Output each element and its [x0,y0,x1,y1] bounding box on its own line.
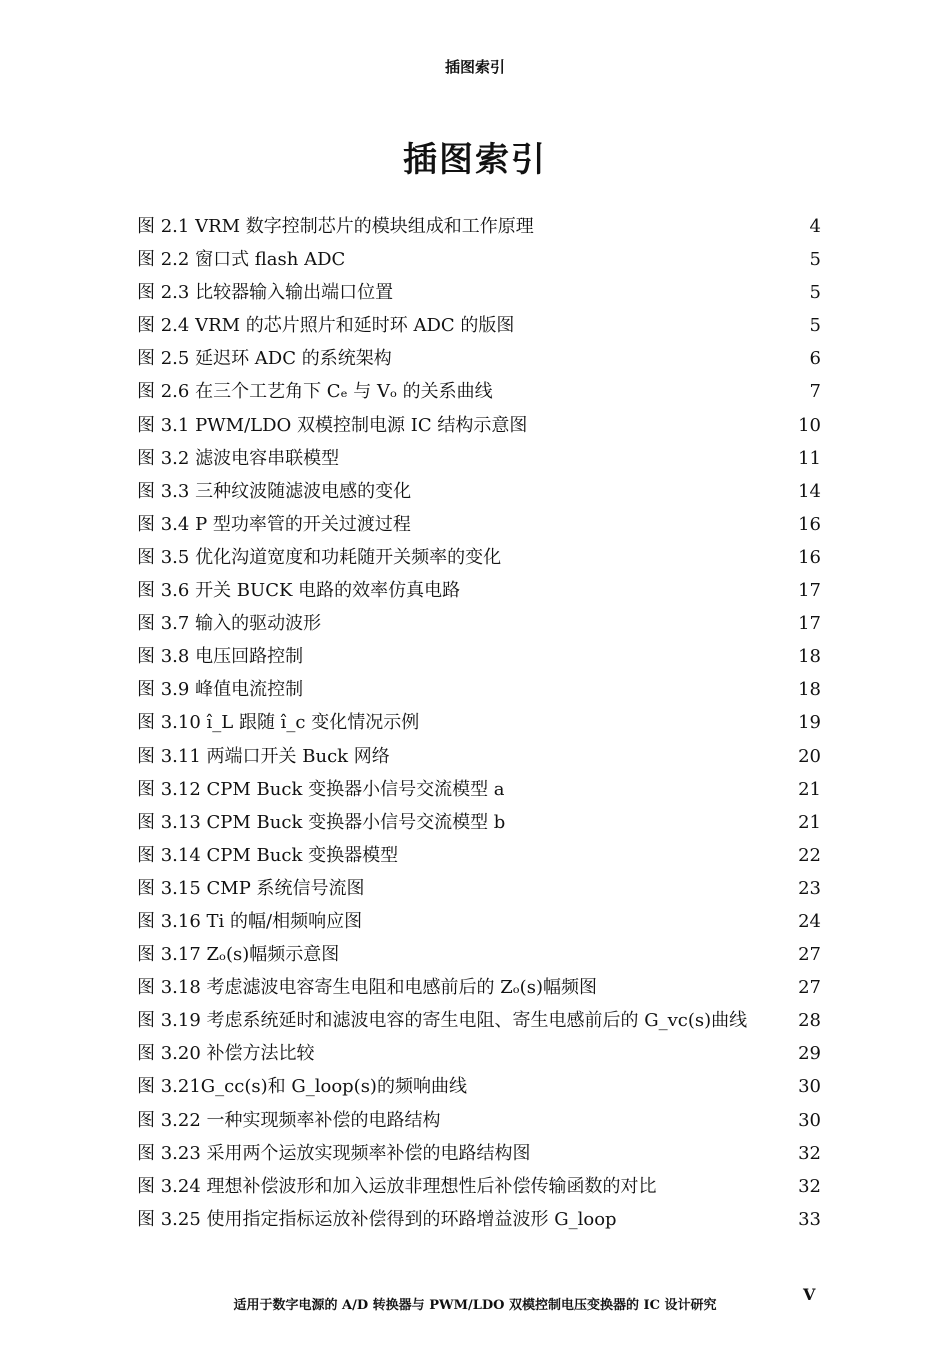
running-header: 插图索引 [444,58,505,76]
figure-entry-label: 图 3.14 CPM Buck 变换器模型 [137,844,399,866]
figure-entry-page: 19 [798,712,821,734]
figure-entry [137,905,821,938]
figure-entry-page: 30 [798,1109,821,1131]
figure-entry-label: 图 3.12 CPM Buck 变换器小信号交流模型 a [137,778,505,800]
page-number: V [803,1285,816,1304]
figure-entry-label: 图 3.23 采用两个运放实现频率补偿的电路结构图 [137,1142,531,1164]
figure-entry-label: 图 3.11 两端口开关 Buck 网络 [137,745,390,767]
figure-entry [137,243,821,276]
figure-entry-label: 图 3.9 峰值电流控制 [137,679,304,701]
figure-entry-label: 图 3.19 考虑系统延时和滤波电容的寄生电阻、寄生电感前后的 G_vc(s)曲线 [137,1010,748,1032]
figure-entry-page: 27 [798,944,821,966]
figure-entry-label: 图 3.8 电压回路控制 [137,646,304,668]
figure-entry-label: 图 3.10 î_L 跟随 î_c 变化情况示例 [137,712,420,734]
figure-entry-label: 图 2.1 VRM 数字控制芯片的模块组成和工作原理 [137,216,534,237]
figure-entry-page: 27 [798,977,821,999]
figure-entry-label: 图 3.21G_cc(s)和 G_loop(s)的频响曲线 [137,1076,467,1098]
figure-entry-page: 5 [809,282,821,304]
figure-entry-page: 24 [798,910,821,932]
figure-entry-label: 图 3.13 CPM Buck 变换器小信号交流模型 b [137,811,506,833]
figure-entry [137,607,821,640]
figure-entry [137,673,821,706]
figure-entry-label: 图 2.2 窗口式 flash ADC [137,249,346,271]
figure-entry [137,872,821,905]
figure-entry-page: 23 [798,877,821,899]
figure-entry [137,740,821,773]
figure-entry [137,839,821,872]
figure-entry-page: 22 [798,844,821,866]
figure-entry-page: 32 [798,1142,821,1164]
figure-entry-page: 7 [809,381,821,403]
figure-entry-page: 30 [798,1076,821,1098]
figure-entry [137,1203,821,1236]
figure-entry-label: 图 3.6 开关 BUCK 电路的效率仿真电路 [137,580,461,602]
figure-entry [137,1037,821,1070]
figure-entry [137,706,821,739]
figure-entry-page: 18 [798,646,821,668]
figure-entry-page: 17 [798,613,821,635]
figure-entry-page: 6 [809,348,821,370]
figure-entry-label: 图 3.4 P 型功率管的开关过渡过程 [137,513,411,535]
figure-entry-label: 图 3.22 一种实现频率补偿的电路结构 [137,1109,441,1131]
figure-entry-label: 图 3.25 使用指定指标运放补偿得到的环路增益波形 G_loop [137,1208,617,1230]
figure-entry-label: 图 3.17 Zₒ(s)幅频示意图 [137,944,340,966]
figure-entry-label: 图 3.16 Ti 的幅/相频响应图 [137,910,363,932]
figure-entry-page: 18 [798,679,821,701]
figure-entry [137,508,821,541]
figure-entry-page: 16 [798,546,821,568]
figure-entry-page: 33 [798,1208,821,1230]
figure-entry [137,971,821,1004]
figure-entry [137,442,821,475]
figure-entry [137,342,821,375]
figure-entry-page: 17 [798,580,821,602]
figure-entry [137,640,821,673]
figure-entry-page: 11 [798,447,821,469]
figure-entry-label: 图 2.5 延迟环 ADC 的系统架构 [137,348,392,370]
figure-entry [137,276,821,309]
figure-entry-label: 图 3.1 PWM/LDO 双模控制电源 IC 结构示意图 [137,414,528,436]
page-footer: 适用于数字电源的 A/D 转换器与 PWM/LDO 双模控制电压变换器的 IC 设计研究 [233,1298,717,1313]
figure-entry [137,1070,821,1103]
figure-entry-label: 图 3.5 优化沟道宽度和功耗随开关频率的变化 [137,546,502,568]
figure-entry-page: 28 [798,1010,821,1032]
figure-entry-page: 21 [798,811,821,833]
figure-entry [137,1137,821,1170]
figure-entry-label: 图 3.2 滤波电容串联模型 [137,447,340,469]
figure-entry-label: 图 2.6 在三个工艺角下 Cₑ 与 Vₒ 的关系曲线 [137,381,493,403]
figure-entry-page: 20 [798,745,821,767]
figure-entry-page: 10 [798,414,821,436]
figure-entry-label: 图 3.3 三种纹波随滤波电感的变化 [137,480,412,502]
figure-entry [137,309,821,342]
figure-entry [137,574,821,607]
figure-entry-page: 4 [809,216,821,237]
figure-entry-label: 图 2.4 VRM 的芯片照片和延时环 ADC 的版图 [137,315,515,337]
figure-index-list [137,210,821,1236]
figure-entry-label: 图 3.24 理想补偿波形和加入运放非理想性后补偿传输函数的对比 [137,1175,657,1197]
figure-entry [137,375,821,408]
figure-entry-label: 图 3.15 CMP 系统信号流图 [137,877,365,899]
figure-entry [137,938,821,971]
figure-entry-page: 16 [798,513,821,535]
figure-entry-label: 图 3.20 补偿方法比较 [137,1043,315,1065]
figure-entry-label: 图 3.18 考虑滤波电容寄生电阻和电感前后的 Zₒ(s)幅频图 [137,977,597,999]
figure-entry-page: 5 [809,249,821,271]
figure-entry-page: 32 [798,1175,821,1197]
figure-entry [137,541,821,574]
figure-entry [137,1004,821,1037]
figure-entry [137,806,821,839]
figure-entry-page: 14 [798,480,821,502]
figure-entry-page: 29 [798,1043,821,1065]
figure-entry [137,773,821,806]
figure-entry [137,1170,821,1203]
figure-entry [137,210,821,243]
figure-entry-label: 图 2.3 比较器输入输出端口位置 [137,282,394,304]
figure-entry-page: 5 [809,315,821,337]
figure-entry-page: 21 [798,778,821,800]
figure-entry [137,475,821,508]
page-title: 插图索引 [403,140,547,180]
figure-entry-label: 图 3.7 输入的驱动波形 [137,613,322,635]
figure-entry [137,1104,821,1137]
figure-entry [137,409,821,442]
